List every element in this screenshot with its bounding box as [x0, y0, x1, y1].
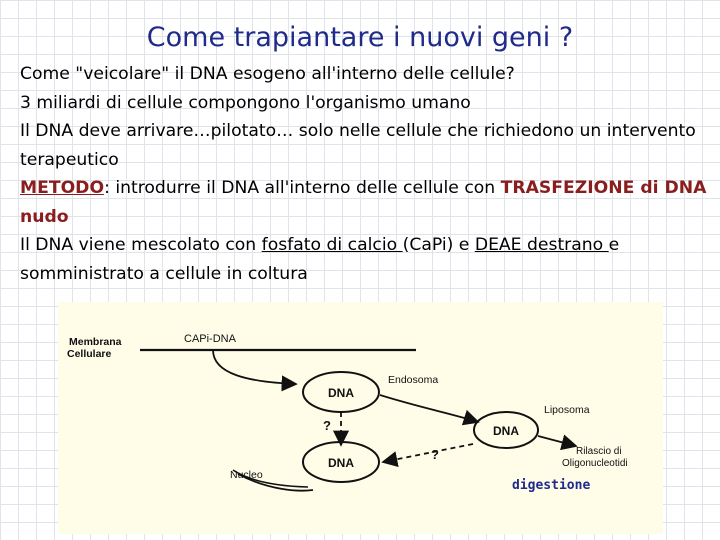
diagram-svg: [58, 302, 663, 534]
endosome-label: Endosoma: [388, 374, 439, 386]
mix-text: Il DNA viene mescolato con: [20, 235, 262, 255]
page-title: Come trapiantare i nuovi geni ?: [146, 22, 574, 53]
dna-label: DNA: [493, 424, 519, 438]
to-liposome-arrow: [380, 395, 478, 422]
membrane-label: Cellulare: [67, 348, 112, 360]
method-emphasis: TRASFEZIONE di DNA nudo: [20, 178, 707, 227]
release-label: Rilascio di: [576, 446, 622, 457]
method-text: : introdurre il DNA all'interno delle cellule con: [104, 178, 501, 198]
digestion-label: digestione: [512, 478, 591, 493]
deae-dextran-link[interactable]: DEAE destrano: [474, 235, 609, 255]
release-arrow: [538, 436, 576, 446]
method-label: METODO: [20, 178, 105, 198]
nucleus-label: Nucleo: [230, 469, 263, 481]
method-line: [20, 174, 710, 231]
calcium-phosphate-link[interactable]: fosfato di calcio: [261, 235, 403, 255]
liposome-label: Liposoma: [544, 404, 590, 416]
text-line: Come "veicolare" il DNA esogeno all'interno delle cellule?: [20, 64, 515, 84]
mix-line: [20, 231, 710, 288]
text-line: 3 miliardi di cellule compongono l'organismo umano: [20, 92, 471, 113]
transfection-diagram: [58, 302, 663, 534]
membrane-label: Membrana: [69, 336, 122, 348]
mix-text: (CaPi) e: [402, 235, 475, 255]
dna-label: DNA: [328, 456, 354, 470]
mix-text: e somministrato a cellule in coltura: [20, 235, 620, 284]
uptake-arrow: [213, 350, 296, 384]
capi-dna-label: CAPi-DNA: [184, 333, 236, 345]
release-label: Oligonucleotidi: [562, 458, 628, 469]
text-line: Il DNA deve arrivare…pilotato… solo nelle cellule che richiedono un intervento terapeutico: [20, 121, 696, 170]
dna-label: DNA: [328, 386, 354, 400]
body-text: [20, 60, 710, 288]
liposome-to-nucleus-arrow: [383, 444, 473, 462]
unknown-step-mark: ?: [431, 447, 439, 462]
unknown-step-mark: ?: [323, 418, 331, 433]
